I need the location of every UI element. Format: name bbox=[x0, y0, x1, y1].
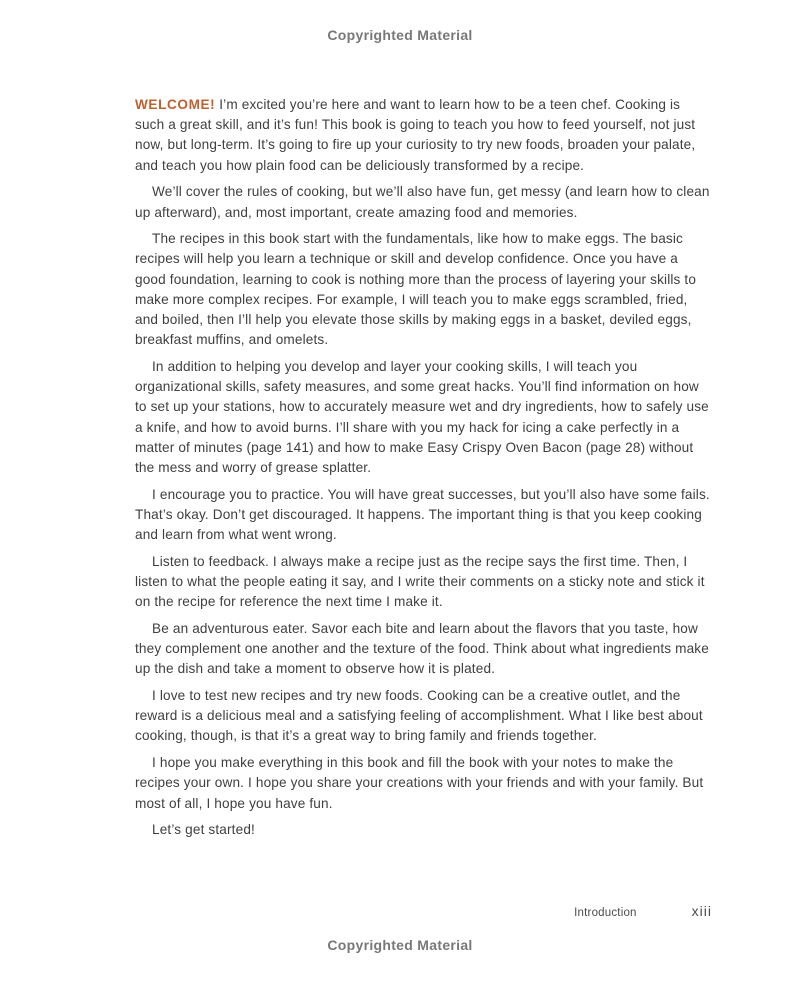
welcome-lead-word: WELCOME! bbox=[135, 97, 216, 112]
intro-paragraph: We’ll cover the rules of cooking, but we’ll also have fun, get messy (and learn how to clean up afterward), and, most important, create amazing food and memories. bbox=[135, 184, 710, 220]
intro-paragraph-lead bbox=[135, 95, 712, 176]
footer-section-label: Introduction bbox=[574, 907, 637, 919]
introduction-body bbox=[135, 95, 712, 847]
running-footer bbox=[574, 903, 712, 919]
copyright-notice-top: Copyrighted Material bbox=[327, 27, 473, 43]
copyright-notice-bottom: Copyrighted Material bbox=[327, 937, 473, 953]
intro-paragraph-list bbox=[135, 182, 712, 840]
intro-lead-text: I’m excited you’re here and want to learn how to be a teen chef. Cooking is such a great skill, and it’s fun! This book is going to teach you how to feed yourself, not just now, but long-term. It’s going to fire up your curiosity to try new foods, broaden your palate, and teach you how plain food can be deliciously transformed by a recipe. bbox=[135, 97, 696, 173]
intro-paragraph: Listen to feedback. I always make a recipe just as the recipe says the first time. Then, I listen to what the people eating it say, and I write their comments on a sticky note and stick it on the recipe for reference the next time I make it. bbox=[135, 553, 705, 610]
intro-paragraph: Let’s get started! bbox=[152, 822, 255, 838]
intro-paragraph: The recipes in this book start with the fundamentals, like how to make eggs. The basic recipes will help you learn a technique or skill and develop confidence. Once you have a good foundation, learning to cook is nothing more than the process of layering your skills to make more complex recipes. For example, I will teach you to make eggs scrambled, fried, and boiled, then I’ll help you elevate those skills by making eggs in a basket, deviled eggs, breakfast muffins, and omelets. bbox=[135, 231, 697, 348]
footer-page-number: xiii bbox=[691, 903, 712, 919]
intro-paragraph: In addition to helping you develop and layer your cooking skills, I will teach you organizational skills, safety measures, and some great hacks. You’ll find information on how to set up your stations, how to accurately measure wet and dry ingredients, how to safely use a knife, and how to avoid burns. I’ll share with you my hack for icing a cake perfectly in a matter of minutes (page 141) and how to make Easy Crispy Oven Bacon (page 28) without the mess and worry of grease splatter. bbox=[135, 358, 709, 475]
intro-paragraph: I encourage you to practice. You will have great successes, but you’ll also have some fails. That’s okay. Don’t get discouraged. It happens. The important thing is that you keep cooking and learn from what went wrong. bbox=[135, 486, 710, 543]
intro-paragraph: I hope you make everything in this book and fill the book with your notes to make the recipes your own. I hope you share your creations with your friends and with your family. But most of all, I hope you have fun. bbox=[135, 755, 704, 811]
intro-paragraph: I love to test new recipes and try new foods. Cooking can be a creative outlet, and the reward is a delicious meal and a satisfying feeling of accomplishment. What I like best about cooking, though, is that it’s a great way to bring family and friends together. bbox=[135, 687, 703, 744]
intro-paragraph: Be an adventurous eater. Savor each bite and learn about the flavors that you taste, how they complement one another and the texture of the food. Think about what ingredients make up the dish and take a moment to observe how it is plated. bbox=[135, 620, 709, 677]
